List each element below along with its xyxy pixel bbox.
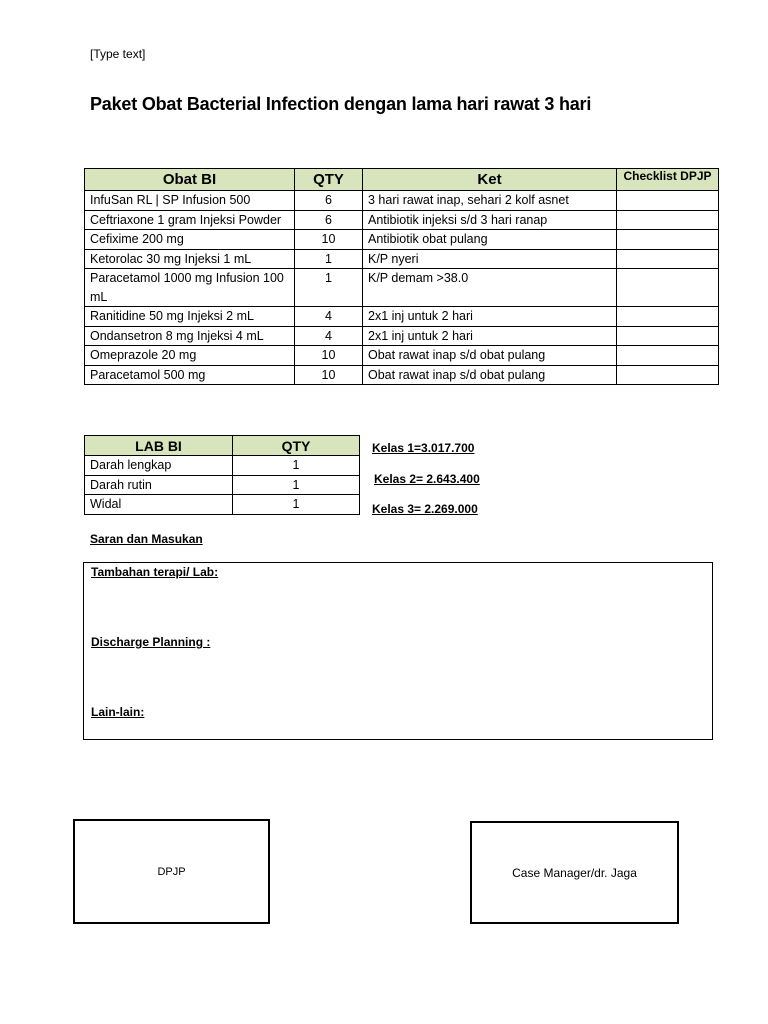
qty-cell: 6 — [295, 210, 363, 230]
qty-cell: 10 — [295, 346, 363, 366]
lab-qty-cell: 1 — [233, 495, 360, 515]
obat-table — [84, 168, 719, 385]
obat-cell: Cefixime 200 mg — [85, 230, 295, 250]
ket-column-header: Ket — [363, 169, 617, 191]
qty-cell: 4 — [295, 326, 363, 346]
obat-table-header-row — [85, 169, 719, 191]
qty-cell: 1 — [295, 269, 363, 307]
checklist-cell[interactable] — [617, 249, 719, 269]
table-row — [85, 346, 719, 366]
checklist-cell[interactable] — [617, 365, 719, 385]
lab-qty-column-header: QTY — [233, 436, 360, 456]
table-row — [85, 230, 719, 250]
ket-cell: Antibiotik obat pulang — [363, 230, 617, 250]
obat-cell: Paracetamol 1000 mg Infusion 100 mL — [85, 269, 295, 307]
checklist-cell[interactable] — [617, 191, 719, 211]
qty-cell: 4 — [295, 307, 363, 327]
checklist-cell[interactable] — [617, 269, 719, 307]
dpjp-signature-box[interactable] — [73, 819, 270, 924]
lab-cell: Darah rutin — [85, 475, 233, 495]
obat-cell: Ranitidine 50 mg Injeksi 2 mL — [85, 307, 295, 327]
table-row — [85, 191, 719, 211]
obat-cell: InfuSan RL | SP Infusion 500 — [85, 191, 295, 211]
ket-cell: Antibiotik injeksi s/d 3 hari ranap — [363, 210, 617, 230]
table-row — [85, 326, 719, 346]
tambahan-terapi-label: Tambahan terapi/ Lab: — [91, 565, 219, 579]
lab-column-header: LAB BI — [85, 436, 233, 456]
table-row — [85, 495, 360, 515]
ket-cell: Obat rawat inap s/d obat pulang — [363, 365, 617, 385]
qty-cell: 6 — [295, 191, 363, 211]
case-manager-label: Case Manager/dr. Jaga — [512, 865, 637, 880]
obat-cell: Omeprazole 20 mg — [85, 346, 295, 366]
checklist-column-header: Checklist DPJP — [617, 169, 719, 191]
qty-cell: 10 — [295, 365, 363, 385]
lab-qty-cell: 1 — [233, 456, 360, 476]
table-row — [85, 365, 719, 385]
lab-table-header-row — [85, 436, 360, 456]
table-row — [85, 456, 360, 476]
table-row — [85, 269, 719, 307]
case-manager-signature-box[interactable] — [470, 821, 679, 924]
table-row — [85, 475, 360, 495]
saran-heading: Saran dan Masukan — [90, 532, 203, 546]
kelas-2-price: Kelas 2= 2.643.400 — [374, 472, 480, 486]
checklist-cell[interactable] — [617, 346, 719, 366]
lain-lain-label: Lain-lain: — [91, 705, 145, 719]
checklist-cell[interactable] — [617, 230, 719, 250]
qty-cell: 1 — [295, 249, 363, 269]
lab-qty-cell: 1 — [233, 475, 360, 495]
header-placeholder: [Type text] — [90, 47, 146, 61]
obat-cell: Ketorolac 30 mg Injeksi 1 mL — [85, 249, 295, 269]
lab-cell: Darah lengkap — [85, 456, 233, 476]
checklist-cell[interactable] — [617, 326, 719, 346]
checklist-cell[interactable] — [617, 210, 719, 230]
qty-column-header: QTY — [295, 169, 363, 191]
saran-box[interactable] — [83, 562, 713, 740]
page-title: Paket Obat Bacterial Infection dengan lama hari rawat 3 hari — [90, 94, 592, 114]
dpjp-label: DPJP — [157, 865, 186, 878]
ket-cell: 3 hari rawat inap, sehari 2 kolf asnet — [363, 191, 617, 211]
obat-cell: Ceftriaxone 1 gram Injeksi Powder — [85, 210, 295, 230]
obat-column-header: Obat BI — [85, 169, 295, 191]
obat-cell: Paracetamol 500 mg — [85, 365, 295, 385]
lab-table — [84, 435, 360, 515]
kelas-3-price: Kelas 3= 2.269.000 — [372, 502, 478, 516]
ket-cell: K/P nyeri — [363, 249, 617, 269]
kelas-1-price: Kelas 1=3.017.700 — [372, 441, 475, 455]
checklist-cell[interactable] — [617, 307, 719, 327]
ket-cell: 2x1 inj untuk 2 hari — [363, 326, 617, 346]
table-row — [85, 210, 719, 230]
discharge-planning-label: Discharge Planning : — [91, 635, 211, 649]
ket-cell: Obat rawat inap s/d obat pulang — [363, 346, 617, 366]
ket-cell: 2x1 inj untuk 2 hari — [363, 307, 617, 327]
ket-cell: K/P demam >38.0 — [363, 269, 617, 307]
lab-cell: Widal — [85, 495, 233, 515]
table-row — [85, 307, 719, 327]
table-row — [85, 249, 719, 269]
obat-cell: Ondansetron 8 mg Injeksi 4 mL — [85, 326, 295, 346]
qty-cell: 10 — [295, 230, 363, 250]
